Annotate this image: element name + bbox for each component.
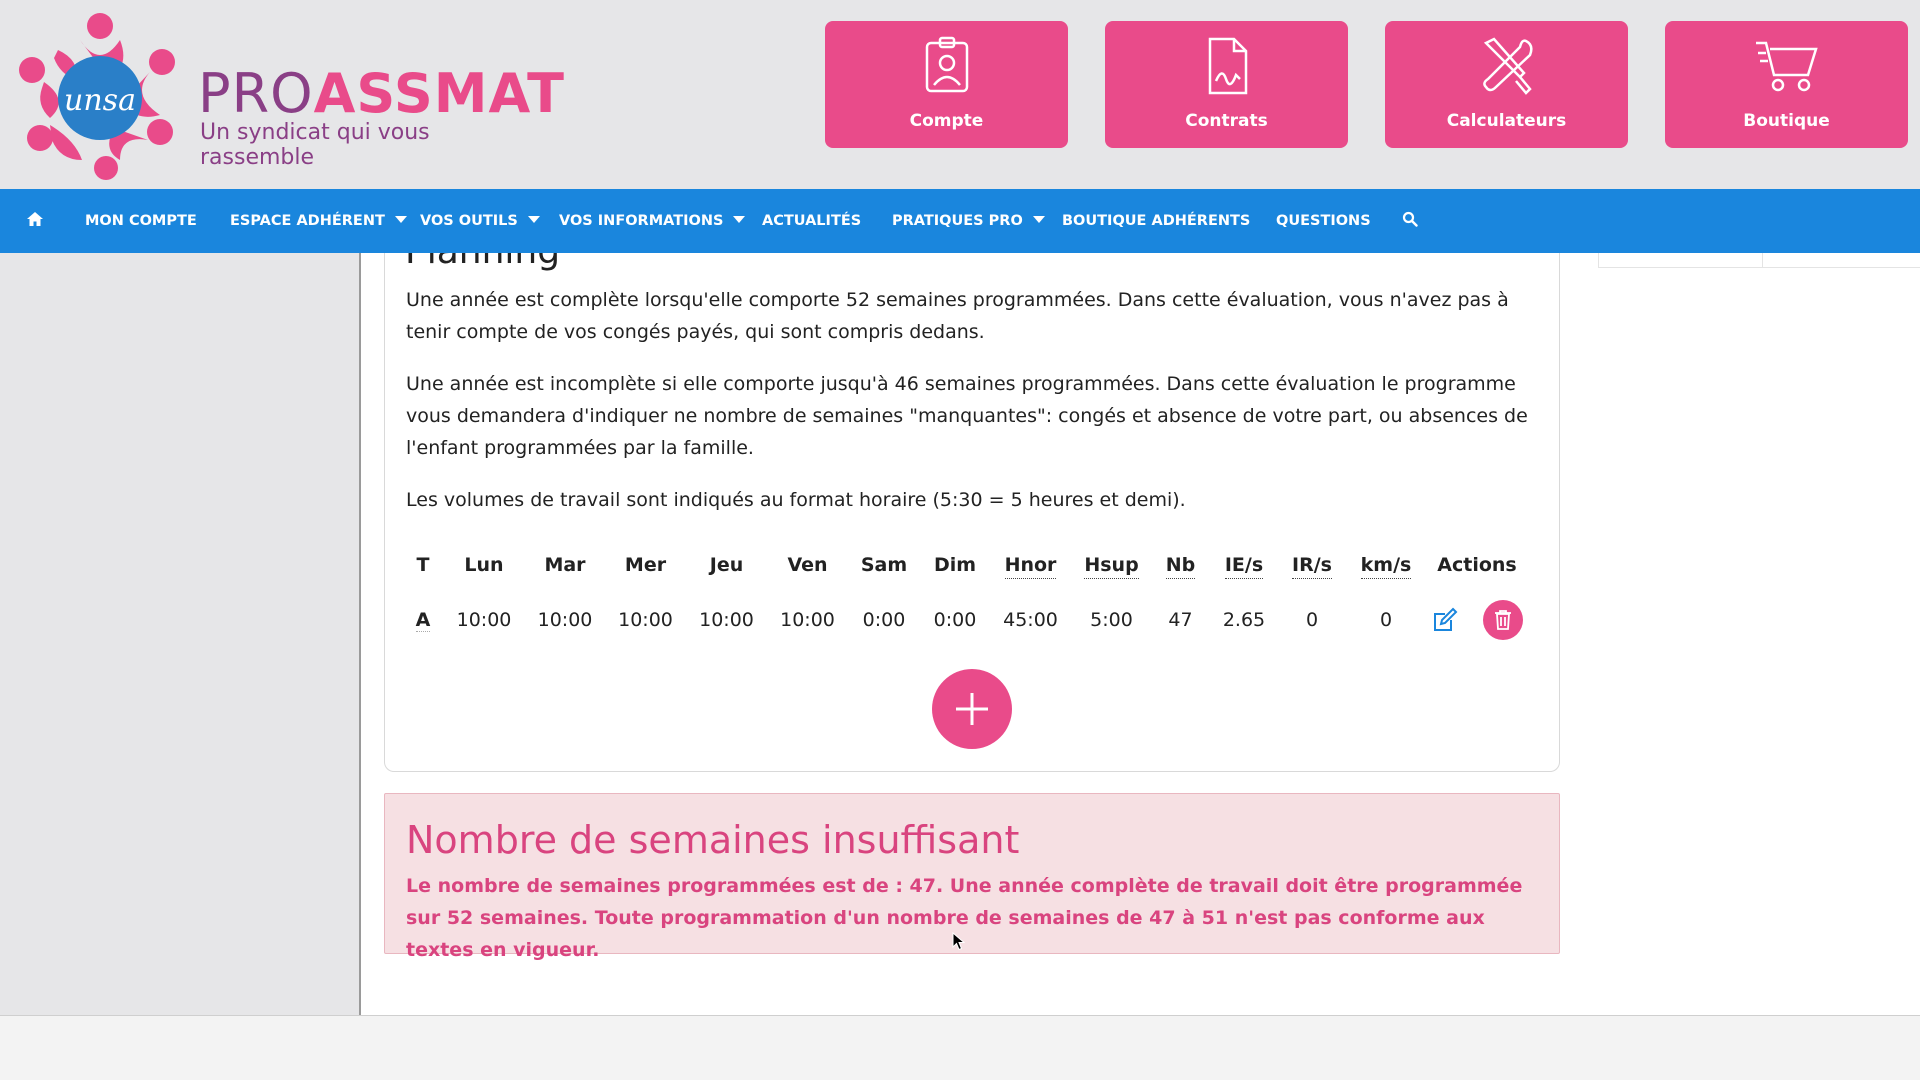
alert-title: Nombre de semaines insuffisant (406, 818, 1020, 862)
column-header-label: km/s (1361, 554, 1412, 579)
table-header-row (403, 540, 1527, 590)
contrats-button[interactable] (1105, 21, 1348, 148)
contrats-button-label: Contrats (1185, 111, 1268, 131)
calculateurs-button-label: Calculateurs (1446, 111, 1567, 131)
chevron-down-icon (528, 216, 540, 223)
column-header: Jeu (709, 554, 744, 576)
site-header (0, 0, 1920, 189)
column-header: Actions (1437, 554, 1517, 576)
site-logo[interactable] (10, 10, 565, 180)
planning-card (384, 200, 1560, 772)
table-cell: 10:00 (537, 609, 593, 631)
table-cell: 45:00 (1003, 609, 1058, 631)
boutique-button-label: Boutique (1743, 111, 1830, 131)
nav-search[interactable] (1402, 189, 1418, 253)
nav-item-label: VOS OUTILS (420, 213, 518, 229)
left-sidebar (0, 253, 361, 1015)
nav-item-label: ESPACE ADHÉRENT (230, 213, 385, 229)
table-cell: 47 (1168, 609, 1193, 631)
row-type-label: A (415, 609, 431, 631)
column-header-label: Hnor (1005, 554, 1057, 579)
nav-home[interactable] (26, 189, 44, 253)
compte-button[interactable] (825, 21, 1068, 148)
table-cell: 10:00 (618, 609, 673, 631)
column-header: Lun (464, 554, 504, 576)
column-header (1279, 540, 1345, 590)
column-header-label: IE/s (1225, 554, 1263, 579)
table-row (403, 590, 1527, 650)
table-cell (403, 590, 443, 650)
main-nav (0, 189, 1920, 253)
nav-item-label: VOS INFORMATIONS (559, 213, 724, 229)
calculateurs-button[interactable] (1385, 21, 1628, 148)
edit-button[interactable] (1431, 606, 1459, 634)
footer-band (0, 1015, 1920, 1080)
chevron-down-icon (395, 216, 407, 223)
mouse-cursor-icon (952, 932, 966, 952)
column-header: Ven (787, 554, 828, 576)
column-header (1071, 540, 1152, 590)
alert-message: Le nombre de semaines programmées est de : 47. Une année complète de travail doit être programmée sur 52 semaines. Toute programmation d'un nombre de semaines de 47 à 51 n'est pas conforme aux textes en vigueur. (406, 875, 1523, 961)
column-header: Mer (624, 554, 667, 576)
id-badge-icon (912, 35, 982, 95)
table-cell: 5:00 (1090, 609, 1133, 631)
column-header-label: IR/s (1292, 554, 1332, 579)
table-cell: 10:00 (699, 609, 754, 631)
column-header (1152, 540, 1209, 590)
unsa-emblem-icon (10, 10, 190, 180)
nav-item-label: BOUTIQUE ADHÉRENTS (1062, 213, 1251, 229)
column-header-label: Nb (1166, 554, 1196, 579)
search-icon (1402, 211, 1418, 227)
nav-item-label: QUESTIONS (1276, 213, 1371, 229)
brand-pro: PRO (198, 62, 314, 125)
nav-item-label: PRATIQUES PRO (892, 213, 1023, 229)
brand-tagline: Un syndicat qui vous rassemble (200, 120, 430, 170)
nav-item-questions[interactable] (1276, 189, 1371, 253)
delete-button[interactable] (1483, 600, 1523, 640)
planning-paragraph: Les volumes de travail sont indiqués au format horaire (5:30 = 5 heures et demi). (406, 489, 1186, 511)
planning-paragraph: Une année est incomplète si elle comporte jusqu'à 46 semaines programmées. Dans cette évaluation le programme vous demandera d'indiquer ne nombre de semaines "manquantes": congés et absence de votre part, ou absences de l'enfant programmées par la famille. (406, 373, 1528, 459)
weeks-warning-alert (384, 793, 1560, 961)
nav-item-vos-outils[interactable] (420, 189, 540, 253)
planning-table (403, 540, 1527, 650)
nav-item-label: MON COMPTE (85, 213, 197, 229)
tools-icon (1472, 35, 1542, 95)
column-header: Dim (933, 554, 977, 576)
column-header: T (416, 554, 430, 576)
edit-icon (1431, 606, 1459, 634)
table-cell: 0 (1379, 609, 1393, 631)
boutique-button[interactable] (1665, 21, 1908, 148)
compte-button-label: Compte (909, 111, 984, 131)
nav-item-pratiques-pro[interactable] (892, 189, 1045, 253)
column-header (1345, 540, 1427, 590)
nav-item-boutique-adherents[interactable] (1062, 189, 1250, 253)
trash-icon (1483, 600, 1523, 640)
table-cell: 10:00 (780, 609, 835, 631)
svg-text:unsa: unsa (64, 83, 136, 118)
planning-paragraph: Une année est complète lorsqu'elle comporte 52 semaines programmées. Dans cette évaluation, vous n'avez pas à tenir compte de vos congés payés, qui sont compris dedans. (406, 289, 1509, 343)
nav-item-label: ACTUALITÉS (762, 213, 862, 229)
nav-item-actualites[interactable] (762, 189, 861, 253)
actions-cell (1427, 590, 1527, 650)
table-cell: 0 (1305, 609, 1319, 631)
column-header: Mar (544, 554, 586, 576)
table-cell: 10:00 (456, 609, 512, 631)
plus-icon (932, 669, 1012, 749)
document-signature-icon (1192, 35, 1262, 95)
chevron-down-icon (1033, 216, 1045, 223)
home-icon (26, 211, 44, 227)
add-row-button[interactable] (932, 669, 1012, 749)
shopping-cart-icon (1752, 35, 1822, 95)
chevron-down-icon (733, 216, 745, 223)
column-header (990, 540, 1071, 590)
column-header-label: Hsup (1084, 554, 1138, 579)
nav-item-vos-informations[interactable] (559, 189, 745, 253)
column-header (1209, 540, 1279, 590)
nav-item-mon-compte[interactable] (85, 189, 197, 253)
table-cell: 0:00 (862, 609, 906, 631)
brand-name (198, 64, 565, 124)
nav-item-espace-adherent[interactable] (230, 189, 407, 253)
column-header: Sam (860, 554, 908, 576)
brand-assmat: ASSMAT (313, 62, 565, 125)
table-cell: 0:00 (933, 609, 977, 631)
table-cell: 2.65 (1222, 609, 1266, 631)
